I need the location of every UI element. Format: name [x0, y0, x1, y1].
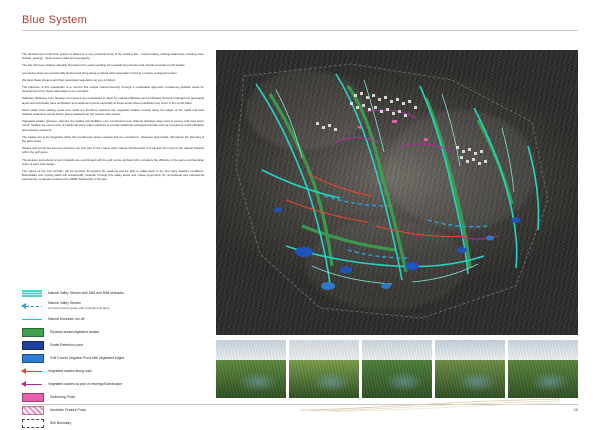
- body-paragraph: Sufficient distances from fairways and greens are maintained to allow for natural infiltration and purification through underground geological layers and eventually pass purification and settlement ponds especially at those areas where pollutants may occur in the runoff water.: [22, 96, 204, 105]
- legend-item: [22, 326, 212, 338]
- legend-swatch-icon: [22, 341, 44, 350]
- photo-retention-pond: [362, 340, 432, 398]
- legend-item: [22, 300, 212, 312]
- legend-swatch-icon: [22, 419, 44, 428]
- photo-landscape-stream: [216, 340, 286, 398]
- legend-label: Golf Course Irrigation Pond with vegetated edges: [50, 355, 125, 360]
- legend-item: [22, 365, 212, 377]
- legend-item: [22, 417, 212, 429]
- body-paragraph: The objective of this masterplan is to cherish this unique natural diversity through a sustainable approach considering setback areas for development from these waterways or eco corridors.: [22, 85, 204, 94]
- body-paragraph: The development of the blue system is based on a very profound study of the existing site , compromising, existing waterways, flooding area, climate, geology , slope erosion data and topography.: [22, 52, 204, 61]
- page-number: 46: [573, 407, 578, 412]
- body-paragraph: Low laying areas are occasionally flooded and bring along a natural plant association forming a unique ecological system.: [22, 70, 178, 75]
- body-paragraph: Swales and ponds are become therefore not only part of the project wide 'natural infrastructure' but will also form part of the natural hazards within the golf game.: [22, 146, 204, 155]
- legend-swatch-icon: [22, 316, 42, 323]
- legend-swatch-icon: [22, 381, 42, 388]
- body-paragraph: We label these streams and their associated vegetation as 'eco-corridors'.: [22, 77, 117, 82]
- legend-label: Vegetated swales along road: [48, 368, 92, 373]
- photo-vegetated-swale: [289, 340, 359, 398]
- map-legend: [22, 287, 212, 430]
- map-overlay-graphics: [216, 50, 578, 335]
- photo-building-waterfront: [435, 340, 505, 398]
- title-divider: [22, 30, 578, 31]
- legend-swatch-icon: [22, 368, 42, 375]
- legend-item: [22, 404, 212, 416]
- photo-strip: [216, 340, 578, 398]
- photo-detail-overlay: [216, 340, 286, 398]
- body-paragraph: The site has been shaped naturally throughout the years resulting into meandering streams and natural mountain runoff swales.: [22, 63, 186, 68]
- legend-label: Swimming Pools: [50, 394, 76, 399]
- footer-mark: AH | SW | BG: [22, 406, 43, 409]
- legend-label: Aesthetic Feature Pools: [50, 407, 86, 412]
- legend-item: [22, 313, 212, 325]
- legend-sublabel: (Crossing below grade with underground pipe): [48, 306, 110, 310]
- photo-detail-overlay: [362, 340, 432, 398]
- legend-label: Riparian areas/vegetated swales: [50, 329, 100, 334]
- legend-item: [22, 391, 212, 403]
- body-paragraph: Vegetated swales (grasses, channel, dry swales and biofilters ) are constructed open channel drainage ways used to convey and treat storm runoff. Swales are used in lieu of traditional storm water pipelines to provide additional ecological benefits such as increasing runoff infiltration and reducing sediment.: [22, 119, 204, 132]
- body-paragraph: Storm water from parking areas and roads are therefore captured into vegetated swales running along the edges of the roads and lead towards settlement ponds before being released into the natural main stream.: [22, 107, 204, 117]
- legend-swatch-icon: [22, 354, 44, 363]
- photo-detail-overlay: [508, 340, 578, 398]
- legend-label: Site Boundary: [50, 420, 72, 425]
- legend-label: Natural Valley Stream (Crossing below grade with underground pipe): [48, 301, 110, 310]
- footer-swoosh-graphic: [300, 398, 560, 412]
- body-paragraph: The nature of the 'eco corridor' will be dynamic throughout the seasons and be able to adapt itself to dry and rainy weather conditions. Boardwalks and cycling paths will occasionally meander through this valley areas and create opportunity for recreational and educational experiences. It will also enhance the wildlife biodiversity of the site.: [22, 169, 204, 182]
- body-text-column: [22, 52, 204, 185]
- legend-item: [22, 378, 212, 390]
- page-title: Blue System: [22, 14, 88, 26]
- body-paragraph: The location and extend of such hazards are coordinated with the golf course architect who considers the difficulty of the game and handicap index of each hole design.: [22, 157, 204, 166]
- legend-label: Swale Retention pond: [50, 342, 84, 347]
- site-aerial-map: [216, 50, 578, 335]
- legend-label: Vegetated swales as part of resort/golf landscape: [48, 381, 123, 386]
- legend-label: Natural Valley Stream with 25M and 50M setbacks: [48, 290, 124, 295]
- legend-label: Natural Mountain run off: [48, 316, 85, 321]
- legend-item: [22, 339, 212, 351]
- photo-feature-pool: [508, 340, 578, 398]
- photo-detail-overlay: [289, 340, 359, 398]
- legend-item: [22, 287, 212, 299]
- legend-item: [22, 352, 212, 364]
- legend-swatch-icon: [22, 290, 42, 297]
- legend-swatch-icon: [22, 393, 44, 402]
- legend-swatch-icon: [22, 328, 44, 337]
- photo-detail-overlay: [435, 340, 505, 398]
- body-paragraph: The swales are to be integrated within the overall open space network and are considered , wherever appropriate, throughout the planning of the golf course.: [22, 134, 204, 144]
- legend-swatch-icon: [22, 303, 42, 310]
